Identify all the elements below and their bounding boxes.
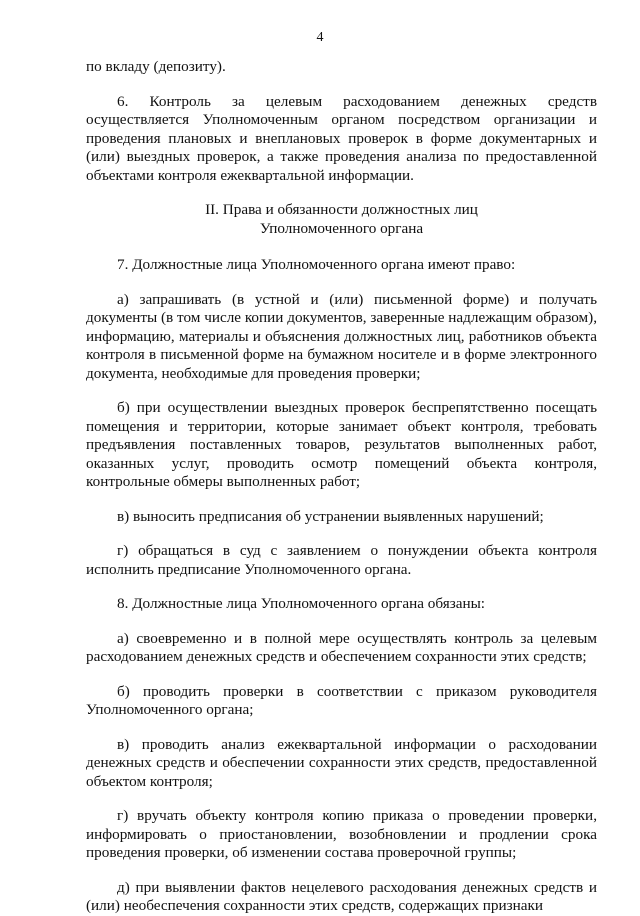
paragraph-item-8: 8. Должностные лица Уполномоченного органа обязаны: <box>117 595 486 612</box>
paragraph-item-7a: а) запрашивать (в устной и (или) письменной форме) и получать документы (в том числе копии документов, заверенные надлежащим образом), информацию, материалы и объяснения должностных лиц, работников объекта контроля в письменной форме на бумажном носителе и в форме электронного документа, необходимые для проведения проверки; <box>86 290 597 382</box>
paragraph-item-8d: д) при выявлении фактов нецелевого расходования денежных средств и (или) необеспечения сохранности этих средств, содержащих признаки <box>86 878 597 914</box>
paragraph-item-7g: г) обращаться в суд с заявлением о понуждении объекта контроля исполнить предписание Уполномоченного органа. <box>86 542 597 578</box>
paragraph-item-8g: г) вручать объекту контроля копию приказа о проведении проверки, информировать о приостановлении, возобновлении и продлении срока проведения проверки, об изменении состава проверочной группы; <box>86 807 597 861</box>
paragraph-item-7: 7. Должностные лица Уполномоченного органа имеют право: <box>117 256 516 273</box>
paragraph-item-8a: а) своевременно и в полной мере осуществлять контроль за целевым расходованием денежных средств и обеспечением сохранности этих средств; <box>86 629 597 665</box>
section-heading <box>86 201 597 238</box>
paragraph-item-7v: в) выносить предписания об устранении выявленных нарушений; <box>117 507 544 525</box>
page-number: 4 <box>316 30 324 45</box>
paragraph-item-8b: б) проводить проверки в соответствии с приказом руководителя Уполномоченного органа; <box>86 682 597 718</box>
paragraph-item-8v: в) проводить анализ ежеквартальной информации о расходовании денежных средств и обеспечении сохранности этих средств, предоставленной объектом контроля; <box>86 735 597 790</box>
paragraph-continuation: по вкладу (депозиту). <box>86 58 226 75</box>
document-body <box>86 58 597 916</box>
section-heading-line-2: Уполномоченного органа <box>259 219 424 237</box>
paragraph-item-7b: б) при осуществлении выездных проверок беспрепятственно посещать помещения и территории, которые занимает объект контроля, требовать предъявления поставленных товаров, результатов выполненных работ, оказанных услуг, проводить осмотр помещений объекта контроля, контрольные обмеры выполненных работ; <box>86 399 597 490</box>
section-heading-line-1: II. Права и обязанности должностных лиц <box>205 201 478 218</box>
paragraph-item-6: 6. Контроль за целевым расходованием денежных средств осуществляется Уполномоченным органом посредством организации и проведения плановых и внеплановых проверок в форме документарных и (или) выездных проверок, а также проведения анализа по предоставленной объектами контроля ежеквартальной информации. <box>86 92 597 184</box>
